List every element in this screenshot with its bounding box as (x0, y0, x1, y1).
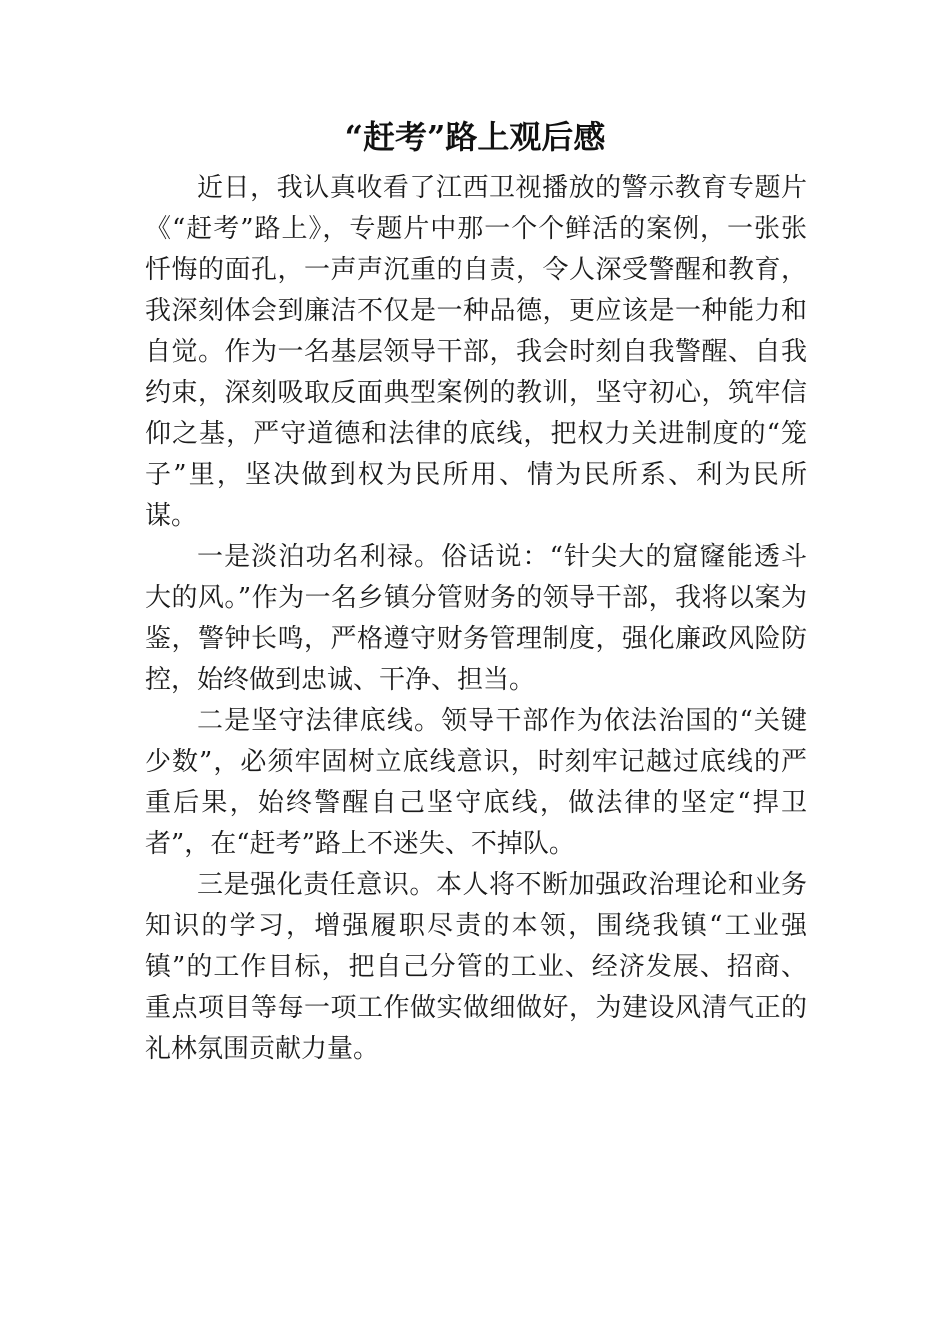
paragraph-intro: 近日，我认真收看了江西卫视播放的警示教育专题片《“赶考”路上》，专题片中那一个个鲜活的案例，一张张忏悔的面孔，一声声沉重的自责，令人深受警醒和教育，我深刻体会到廉洁不仅是一种品德，更应该是一种能力和自觉。作为一名基层领导干部，我会时刻自我警醒、自我约束，深刻吸取反面典型案例的教训，坚守初心，筑牢信仰之基，严守道德和法律的底线，把权力关进制度的“笼子”里，坚决做到权为民所用、情为民所系、利为民所谋。 (145, 173, 807, 531)
paragraph-point-three: 三是强化责任意识。本人将不断加强政治理论和业务知识的学习，增强履职尽责的本领，围绕我镇“工业强镇”的工作目标，把自己分管的工业、经济发展、招商、重点项目等每一项工作做实做细做好，为建设风清气正的礼林氛围贡献力量。 (145, 870, 807, 1064)
document-title: “赶考”路上观后感 (344, 118, 606, 156)
paragraph-point-two: 二是坚守法律底线。领导干部作为依法治国的“关键少数”，必须牢固树立底线意识，时刻牢记越过底线的严重后果，始终警醒自己坚守底线，做法律的坚定“捍卫者”，在“赶考”路上不迷失、不掉队。 (145, 706, 807, 859)
document-body (145, 168, 807, 1070)
paragraph-point-one: 一是淡泊功名利禄。俗话说：“针尖大的窟窿能透斗大的风。”作为一名乡镇分管财务的领导干部，我将以案为鉴，警钟长鸣，严格遵守财务管理制度，强化廉政风险防控，始终做到忠诚、干净、担当。 (145, 542, 807, 695)
